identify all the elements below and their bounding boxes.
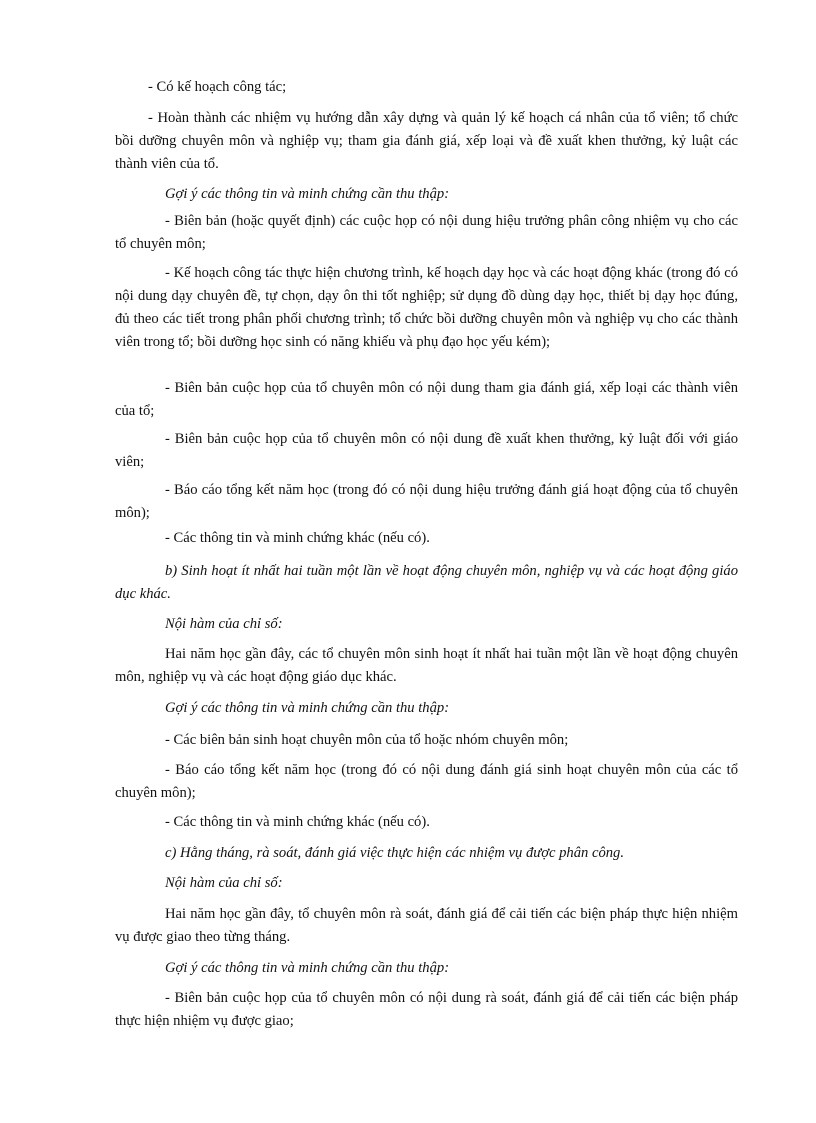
list-item: - Báo cáo tổng kết năm học (trong đó có nội dung đánh giá sinh hoạt chuyên môn của các tổ chuyên môn);: [115, 762, 738, 801]
list-item: - Biên bản (hoặc quyết định) các cuộc họp có nội dung hiệu trưởng phân công nhiệm vụ cho các tổ chuyên môn;: [115, 213, 738, 252]
list-item: - Các thông tin và minh chứng khác (nếu có).: [165, 530, 430, 546]
list-item: - Biên bản cuộc họp của tổ chuyên môn có nội dung rà soát, đánh giá để cải tiến các biện pháp thực hiện nhiệm vụ được giao;: [115, 990, 738, 1029]
criterion-b-heading: b) Sinh hoạt ít nhất hai tuần một lần về hoạt động chuyên môn, nghiệp vụ và các hoạt động giáo dục khác.: [115, 563, 738, 602]
heading-indicator-content: Nội hàm của chỉ số:: [165, 875, 283, 891]
paragraph-indicator-c: Hai năm học gần đây, tổ chuyên môn rà soát, đánh giá để cải tiến các biện pháp thực hiện nhiệm vụ được giao theo từng tháng.: [115, 906, 738, 945]
paragraph-indicator-b: Hai năm học gần đây, các tổ chuyên môn sinh hoạt ít nhất hai tuần một lần về hoạt động chuyên môn, nghiệp vụ và các hoạt động giáo dục khác.: [115, 646, 738, 685]
list-item: - Các thông tin và minh chứng khác (nếu có).: [165, 814, 430, 830]
list-item: - Báo cáo tổng kết năm học (trong đó có nội dung hiệu trưởng đánh giá hoạt động của tổ chuyên môn);: [115, 482, 738, 521]
paragraph-work-plan: - Có kế hoạch công tác;: [148, 79, 287, 95]
list-item: - Kế hoạch công tác thực hiện chương trình, kế hoạch dạy học và các hoạt động khác (trong đó có nội dung dạy chuyên đề, tự chọn, dạy ôn thi tốt nghiệp; sử dụng đồ dùng dạy học, thiết bị dạy học đúng, đủ theo các tiết trong phân phối chương trình; tổ chức bồi dưỡng chuyên môn và nghiệp vụ cho các thành viên trong tổ; bồi dưỡng học sinh có năng khiếu và phụ đạo học yếu kém);: [115, 265, 738, 350]
list-item: - Biên bản cuộc họp của tổ chuyên môn có nội dung đề xuất khen thưởng, kỷ luật đối với giáo viên;: [115, 431, 738, 470]
heading-evidence-suggestions: Gợi ý các thông tin và minh chứng cần thu thập:: [165, 186, 450, 202]
heading-indicator-content: Nội hàm của chỉ số:: [165, 616, 283, 632]
criterion-c-heading: c) Hằng tháng, rà soát, đánh giá việc thực hiện các nhiệm vụ được phân công.: [165, 845, 624, 861]
heading-evidence-suggestions: Gợi ý các thông tin và minh chứng cần thu thập:: [165, 960, 450, 976]
paragraph-complete-tasks: - Hoàn thành các nhiệm vụ hướng dẫn xây dựng và quản lý kế hoạch cá nhân của tổ viên; tổ chức bồi dưỡng chuyên môn và nghiệp vụ; tham gia đánh giá, xếp loại và đề xuất khen thưởng, kỷ luật các thành viên của tổ.: [115, 110, 738, 172]
heading-evidence-suggestions: Gợi ý các thông tin và minh chứng cần thu thập:: [165, 700, 450, 716]
list-item: - Biên bản cuộc họp của tổ chuyên môn có nội dung tham gia đánh giá, xếp loại các thành viên của tổ;: [115, 380, 738, 419]
list-item: - Các biên bản sinh hoạt chuyên môn của tổ hoặc nhóm chuyên môn;: [165, 732, 569, 748]
